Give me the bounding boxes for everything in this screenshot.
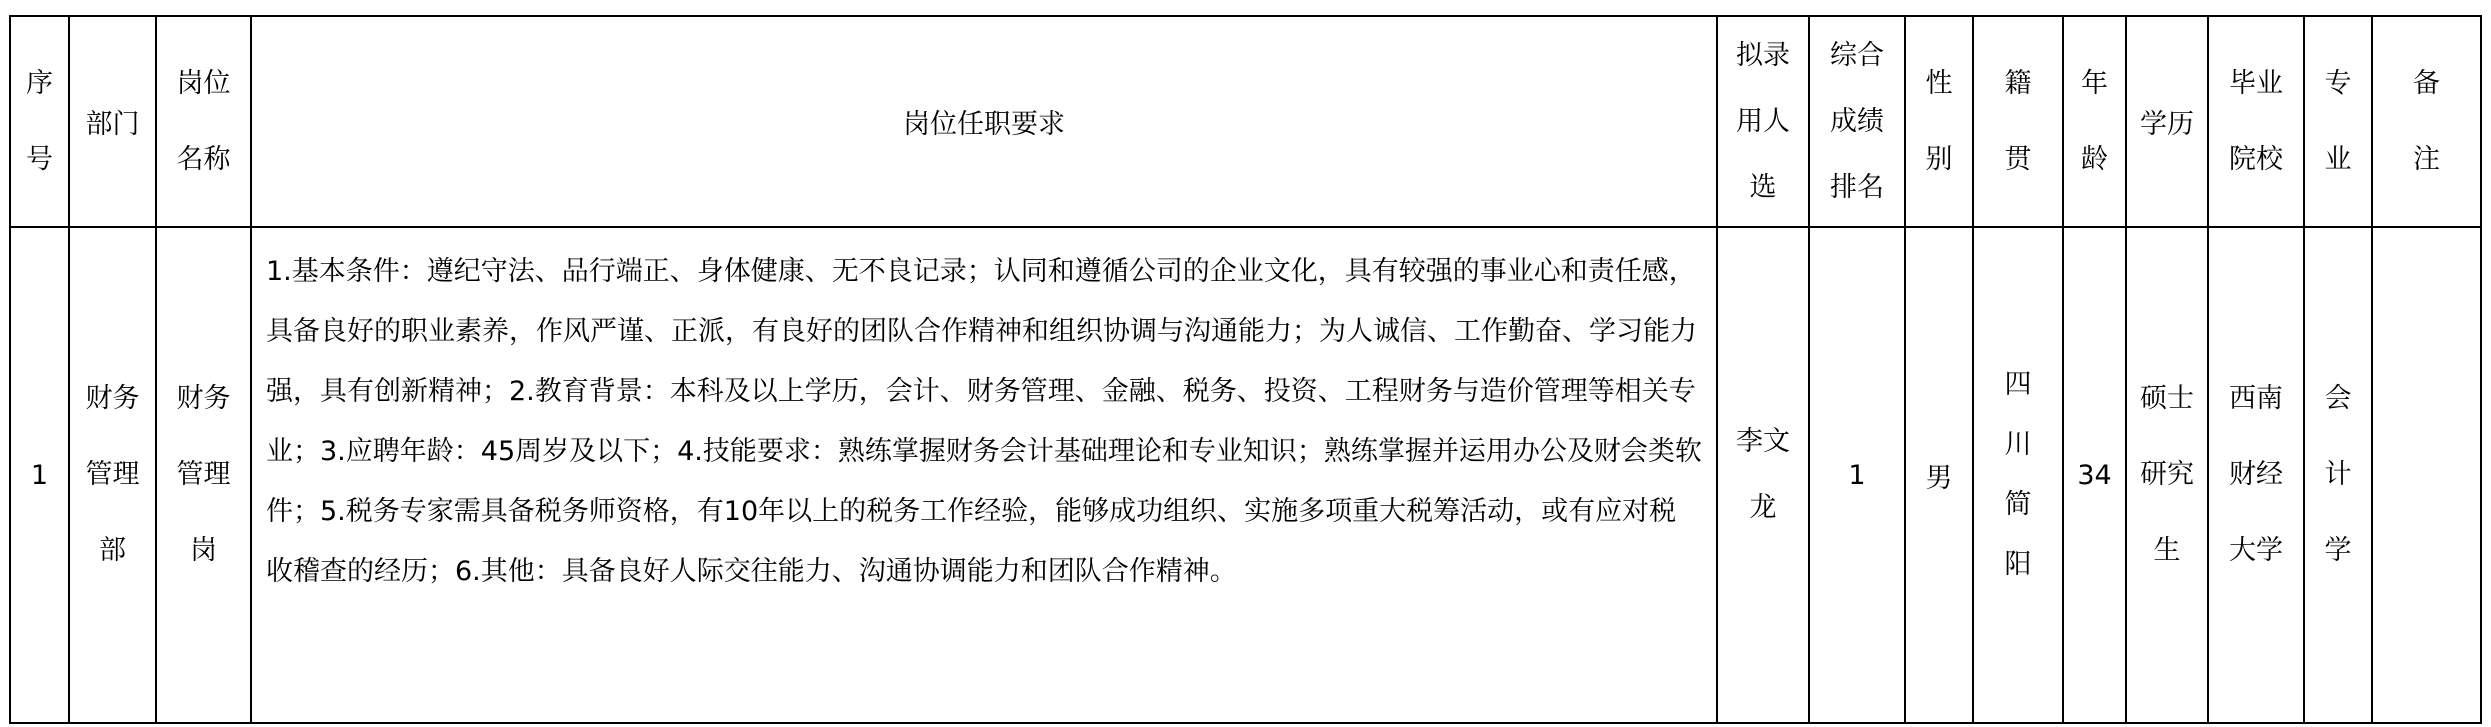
header-school: 毕业院校 bbox=[2208, 16, 2304, 227]
header-origin: 籍贯 bbox=[1973, 16, 2063, 227]
cell-gender: 男 bbox=[1905, 227, 1973, 723]
cell-candidate: 李文龙 bbox=[1717, 227, 1809, 723]
cell-origin: 四川简阳 bbox=[1973, 227, 2063, 723]
header-row bbox=[10, 16, 2481, 227]
header-edu: 学历 bbox=[2126, 16, 2208, 227]
cell-requirements: 1.基本条件：遵纪守法、品行端正、身体健康、无不良记录；认同和遵循公司的企业文化，具有较强的事业心和责任感，具备良好的职业素养，作风严谨、正派，有良好的团队合作精神和组织协调与沟通能力；为人诚信、工作勤奋、学习能力强，具有创新精神；2.教育背景：本科及以上学历，会计、财务管理、金融、税务、投资、工程财务与造价管理等相关专业；3.应聘年龄：45周岁及以下；4.技能要求：熟练掌握财务会计基础理论和专业知识；熟练掌握并运用办公及财会类软件；5.税务专家需具备税务师资格，有10年以上的税务工作经验，能够成功组织、实施多项重大税筹活动，或有应对税收稽查的经历；6.其他：具备良好人际交往能力、沟通协调能力和团队合作精神。 bbox=[251, 227, 1717, 723]
header-age: 年龄 bbox=[2063, 16, 2126, 227]
cell-rank: 1 bbox=[1809, 227, 1905, 723]
cell-seq: 1 bbox=[10, 227, 69, 723]
header-candidate: 拟录用人选 bbox=[1717, 16, 1809, 227]
cell-major: 会计学 bbox=[2304, 227, 2372, 723]
cell-post: 财务管理岗 bbox=[156, 227, 251, 723]
header-gender: 性别 bbox=[1905, 16, 1973, 227]
cell-dept: 财务管理部 bbox=[69, 227, 156, 723]
table-row bbox=[10, 227, 2481, 723]
header-seq: 序号 bbox=[10, 16, 69, 227]
header-rank: 综合成绩排名 bbox=[1809, 16, 1905, 227]
recruitment-table bbox=[9, 15, 2482, 724]
cell-remark bbox=[2372, 227, 2481, 723]
cell-age: 34 bbox=[2063, 227, 2126, 723]
header-dept: 部门 bbox=[69, 16, 156, 227]
header-post: 岗位名称 bbox=[156, 16, 251, 227]
header-major: 专业 bbox=[2304, 16, 2372, 227]
cell-edu: 硕士研究生 bbox=[2126, 227, 2208, 723]
cell-school: 西南财经大学 bbox=[2208, 227, 2304, 723]
header-remark: 备注 bbox=[2372, 16, 2481, 227]
header-requirements: 岗位任职要求 bbox=[251, 16, 1717, 227]
